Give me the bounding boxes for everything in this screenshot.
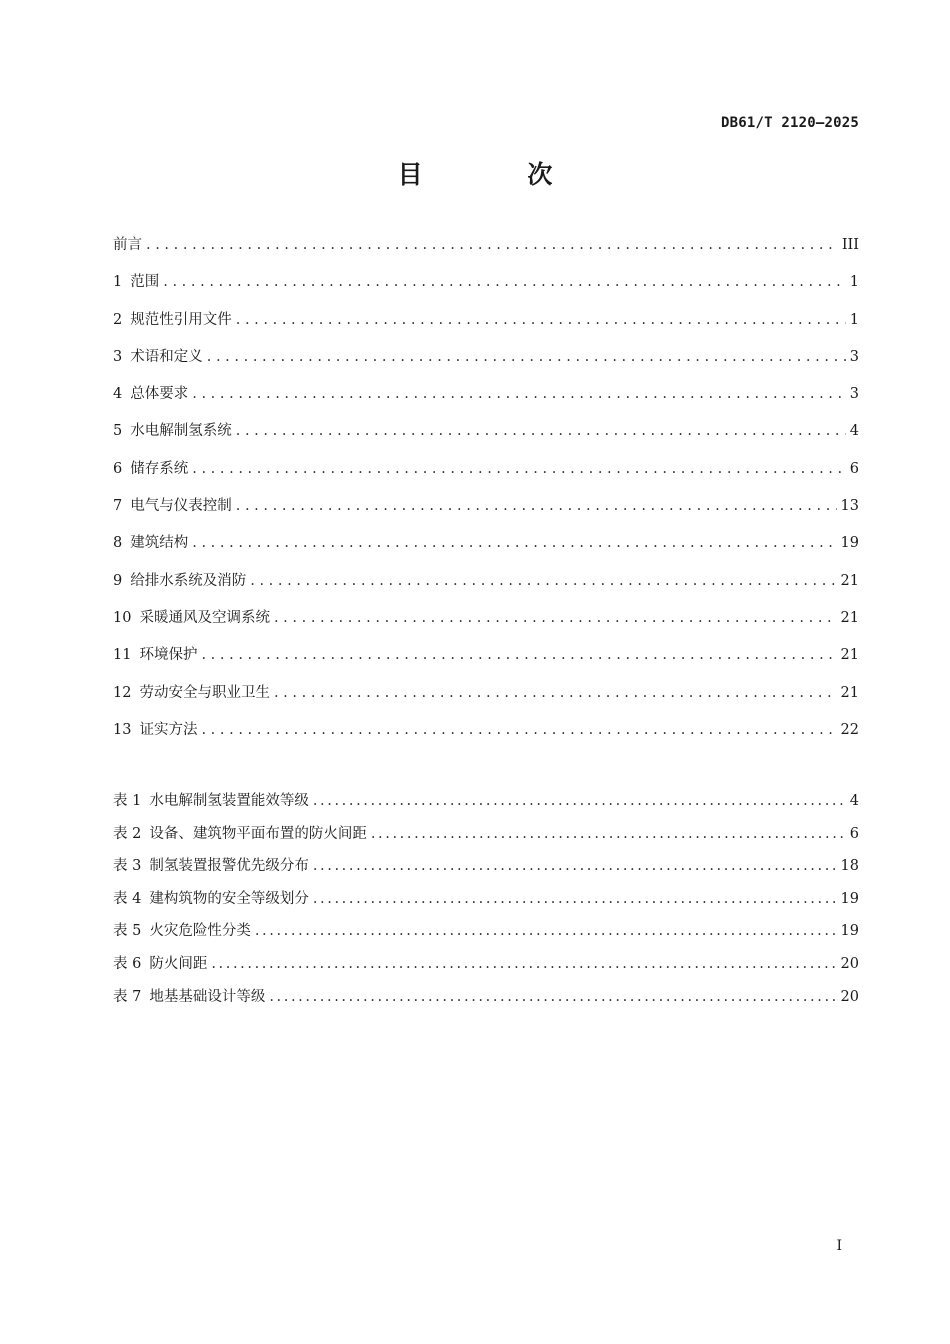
toc-entry-page: 13 (840, 498, 859, 515)
dot-leader (274, 610, 837, 626)
table-entry-label: 水电解制氢装置能效等级 (149, 793, 309, 809)
dot-leader (313, 793, 846, 809)
table-entry-number: 表 3 (113, 858, 142, 875)
dot-leader (255, 923, 837, 939)
toc-entry-page: 3 (849, 386, 859, 403)
toc-entry-page: 3 (849, 348, 859, 365)
toc-entry[interactable] (113, 718, 859, 755)
table-entry[interactable] (113, 822, 859, 855)
table-entry[interactable] (113, 854, 859, 887)
toc-entry-label: 采暖通风及空调系统 (139, 609, 270, 626)
toc-entry[interactable] (113, 419, 859, 456)
toc-entry-number: 10 (113, 609, 132, 626)
toc-entry-label: 水电解制氢系统 (130, 423, 232, 440)
table-entry-page: 20 (840, 955, 859, 972)
toc-entry[interactable] (113, 270, 859, 307)
document-code: DB61/T 2120—2025 (720, 115, 859, 131)
toc-entry-label: 证实方法 (139, 721, 198, 738)
toc-entry[interactable] (113, 569, 859, 606)
toc-entry-page: 21 (840, 647, 859, 664)
toc-entry-label: 电气与仪表控制 (130, 498, 232, 515)
toc-entry-label: 劳动安全与职业卫生 (139, 684, 270, 701)
table-entry[interactable] (113, 985, 859, 1018)
table-entry-page: 6 (849, 825, 859, 842)
toc-entry[interactable] (113, 345, 859, 382)
table-entry-label: 火灾危险性分类 (149, 923, 251, 940)
dot-leader (211, 956, 836, 972)
dot-leader (250, 573, 836, 589)
toc-entry-number: 12 (113, 684, 132, 701)
table-entry-label: 防火间距 (149, 955, 208, 972)
dot-leader (192, 535, 836, 551)
toc-entry-label: 建筑结构 (130, 535, 189, 552)
toc-entry-label: 范围 (130, 274, 160, 291)
toc-entry-page: 21 (840, 572, 859, 589)
toc-list (113, 233, 859, 755)
table-entry-number: 表 2 (113, 825, 142, 842)
toc-entry[interactable] (113, 457, 859, 494)
table-entry-page: 18 (840, 858, 859, 875)
dot-leader (371, 826, 846, 842)
toc-entry-page: 19 (840, 535, 859, 552)
toc-entry-number: 4 (113, 386, 123, 403)
dot-leader (236, 498, 837, 514)
toc-entry[interactable] (113, 382, 859, 419)
dot-leader (313, 858, 837, 874)
toc-entry-number: 7 (113, 498, 123, 515)
toc-entry-label: 总体要求 (130, 386, 189, 403)
dot-leader (313, 891, 837, 907)
toc-entry-number: 13 (113, 721, 132, 738)
toc-entry[interactable] (113, 606, 859, 643)
toc-entry-label: 环境保护 (139, 647, 198, 664)
table-entry-page: 20 (840, 988, 859, 1005)
table-entry[interactable] (113, 952, 859, 985)
toc-entry[interactable] (113, 643, 859, 680)
page-title: 目 次 (397, 160, 601, 189)
dot-leader (274, 685, 837, 701)
toc-entry-number: 11 (113, 647, 132, 664)
toc-entry-page: 21 (840, 684, 859, 701)
table-list (113, 789, 859, 1017)
table-entry-label: 设备、建筑物平面布置的防火间距 (149, 825, 367, 842)
dot-leader (163, 274, 846, 290)
toc-entry-number: 2 (113, 311, 123, 328)
table-entry[interactable] (113, 919, 859, 952)
dot-leader (192, 386, 846, 402)
toc-entry-label: 储存系统 (130, 460, 189, 477)
toc-entry-number: 3 (113, 348, 123, 365)
toc-entry-page: 6 (849, 460, 859, 477)
toc-entry-label: 规范性引用文件 (130, 311, 232, 328)
toc-entry[interactable] (113, 681, 859, 718)
table-entry-label: 地基基础设计等级 (149, 988, 266, 1005)
toc-entry-page: 1 (849, 311, 859, 328)
toc-entry-number: 9 (113, 572, 123, 589)
table-entry-page: 4 (849, 793, 859, 809)
toc-entry-number: 5 (113, 423, 123, 440)
dot-leader (236, 423, 846, 439)
dot-leader (201, 722, 836, 738)
toc-entry-page: 1 (849, 274, 859, 291)
dot-leader (207, 349, 846, 365)
toc-entry-page: 21 (840, 609, 859, 626)
toc-entry[interactable] (113, 233, 859, 270)
dot-leader (236, 312, 846, 328)
toc-entry-label: 前言 (113, 237, 142, 253)
toc-entry-label: 给排水系统及消防 (130, 572, 247, 589)
table-entry-number: 表 4 (113, 890, 142, 907)
dot-leader (201, 647, 836, 663)
toc-entry[interactable] (113, 494, 859, 531)
page-number: I (836, 1238, 842, 1254)
table-entry-number: 表 6 (113, 955, 142, 972)
dot-leader (192, 461, 846, 477)
table-entry-page: 19 (840, 890, 859, 907)
table-entry-number: 表 7 (113, 988, 142, 1005)
table-entry-number: 表 1 (113, 793, 142, 809)
toc-entry-page: 22 (840, 721, 859, 738)
toc-entry-page: 4 (849, 423, 859, 440)
toc-entry-number: 6 (113, 460, 123, 477)
toc-entry[interactable] (113, 531, 859, 568)
table-entry-page: 19 (840, 923, 859, 940)
dot-leader (146, 237, 838, 253)
dot-leader (269, 989, 836, 1005)
toc-entry-page: III (841, 237, 859, 253)
table-entry[interactable] (113, 789, 859, 822)
toc-entry[interactable] (113, 308, 859, 345)
table-entry-label: 制氢装置报警优先级分布 (149, 858, 309, 875)
table-entry[interactable] (113, 887, 859, 920)
table-entry-number: 表 5 (113, 923, 142, 940)
table-entry-label: 建构筑物的安全等级划分 (149, 890, 309, 907)
toc-entry-label: 术语和定义 (130, 348, 203, 365)
toc-entry-number: 8 (113, 535, 123, 552)
toc-entry-number: 1 (113, 274, 123, 291)
